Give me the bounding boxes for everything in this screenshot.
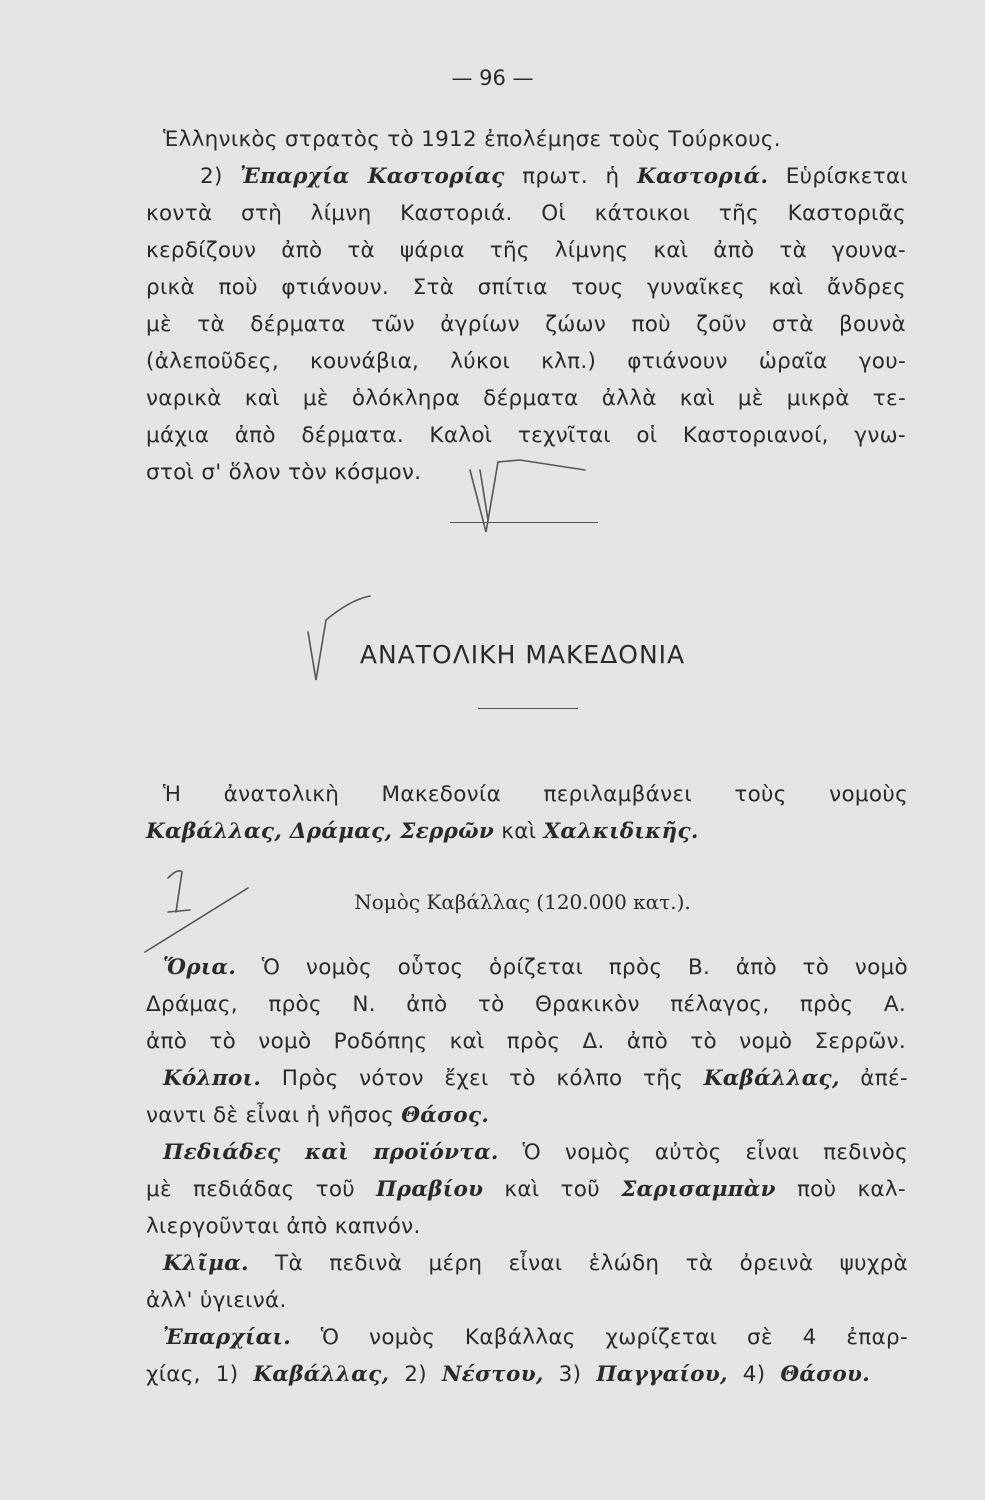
pencil-checkmark	[308, 596, 370, 680]
pencil-stroke	[145, 888, 248, 952]
section-label: Ὅρια.	[163, 955, 237, 980]
text-line: ναρικὰ καὶ μὲ ὁλόκληρα δέρματα ἀλλὰ καὶ μὲ μικρὰ τε-	[146, 386, 906, 411]
section-label: Ἐπαρχίαι.	[163, 1325, 291, 1350]
text-line: Ἐπαρχίαι. Ὁ νομὸς Καβάλλας χωρίζεται σὲ 4 ἐπαρ-	[163, 1325, 908, 1350]
page-number: — 96 —	[451, 66, 534, 90]
text-line: μὲ πεδιάδας τοῦ Πραβίου καὶ τοῦ Σαρισαμπὰν ποὺ καλ-	[146, 1177, 906, 1202]
text-line: κοντὰ στὴ λίμνη Καστοριά. Οἱ κάτοικοι τῆς Καστοριᾶς	[146, 201, 906, 226]
text-line: Κλῖμα. Τὰ πεδινὰ μέρη εἶναι ἑλώδη τὰ ὀρεινὰ ψυχρὰ	[163, 1251, 908, 1276]
section-label: Κλῖμα.	[163, 1251, 249, 1276]
text-line: μὲ τὰ δέρματα τῶν ἀγρίων ζώων ποὺ ζοῦν στὰ βουνὰ	[146, 312, 906, 337]
text-line: 2) Ἐπαρχία Καστορίας πρωτ. ἡ Καστοριά. Εὑρίσκεται	[200, 164, 909, 189]
text-line: Πεδιάδες καὶ προϊόντα. Ὁ νομὸς αὐτὸς εἶναι πεδινὸς	[163, 1140, 909, 1165]
text-line: ἀλλ' ὑγιεινά.	[146, 1288, 287, 1313]
text-line: μάχια ἀπὸ δέρματα. Καλοὶ τεχνῖται οἱ Καστοριανοί, γνω-	[146, 423, 906, 448]
italic-term: Νέστου,	[441, 1362, 544, 1387]
italic-term: Πραβίου	[376, 1177, 484, 1202]
text-line: Ὅρια. Ὁ νομὸς οὗτος ὁρίζεται πρὸς Β. ἀπὸ τὸ νομὸ	[163, 955, 908, 980]
subsection-heading: Νομὸς Καβάλλας (120.000 κατ.).	[354, 890, 691, 914]
text-line: λιεργοῦνται ἀπὸ καπνόν.	[146, 1214, 421, 1239]
italic-term: Θάσου.	[780, 1362, 870, 1387]
pencil-checkmark	[470, 460, 585, 532]
handwritten-digit	[168, 871, 182, 912]
section-label: Πεδιάδες καὶ προϊόντα.	[163, 1140, 499, 1165]
text-line: (ἀλεποῦδες, κουνάβια, λύκοι κλπ.) φτιάνουν ὡραῖα γου-	[146, 349, 906, 374]
text-line: στοὶ σ' ὅλον τὸν κόσμον.	[146, 460, 422, 485]
italic-term: Παγγαίου,	[596, 1362, 728, 1387]
italic-term: Χαλκιδικῆς.	[543, 819, 699, 844]
italic-term: Καβάλλας,	[703, 1066, 840, 1091]
italic-term: Καβάλλας, Δράμας, Σερρῶν	[146, 819, 495, 844]
section-label: Κόλποι.	[163, 1066, 262, 1091]
section-heading: ΑΝΑΤΟΛΙΚΗ ΜΑΚΕΔΟΝΙΑ	[359, 640, 686, 669]
text-line: ρικὰ ποὺ φτιάνουν. Στὰ σπίτια τους γυναῖκες καὶ ἄνδρες	[146, 275, 906, 300]
italic-term: Ἐπαρχία Καστορίας	[240, 164, 505, 189]
italic-term: Σαρισαμπὰν	[621, 1177, 776, 1202]
italic-term: Καβάλλας,	[253, 1362, 390, 1387]
text-line: ναντι δὲ εἶναι ἡ νῆσος Θάσος.	[146, 1103, 490, 1128]
text-line: χίας, 1) Καβάλλας, 2) Νέστου, 3) Παγγαίου, 4) Θάσου.	[146, 1362, 870, 1387]
italic-term: Θάσος.	[401, 1103, 490, 1128]
text-line: Καβάλλας, Δράμας, Σερρῶν καὶ Χαλκιδικῆς.	[146, 819, 699, 844]
text-line: Ἑλληνικὸς στρατὸς τὸ 1912 ἐπολέμησε τοὺς Τούρκους.	[163, 127, 781, 152]
text-line: ἀπὸ τὸ νομὸ Ροδόπης καὶ πρὸς Δ. ἀπὸ τὸ νομὸ Σερρῶν.	[146, 1029, 906, 1054]
text-line: Ἡ ἀνατολικὴ Μακεδονία περιλαμβάνει τοὺς νομοὺς	[163, 782, 908, 807]
text-line: Κόλποι. Πρὸς νότον ἔχει τὸ κόλπο τῆς Καβάλλας, ἀπέ-	[163, 1066, 908, 1091]
italic-term: Καστοριά.	[636, 164, 769, 189]
text-line: κερδίζουν ἀπὸ τὰ ψάρια τῆς λίμνης καὶ ἀπὸ τὰ γουνα-	[146, 238, 906, 263]
text-line: Δράμας, πρὸς Ν. ἀπὸ τὸ Θρακικὸν πέλαγος, πρὸς Α.	[146, 992, 906, 1017]
